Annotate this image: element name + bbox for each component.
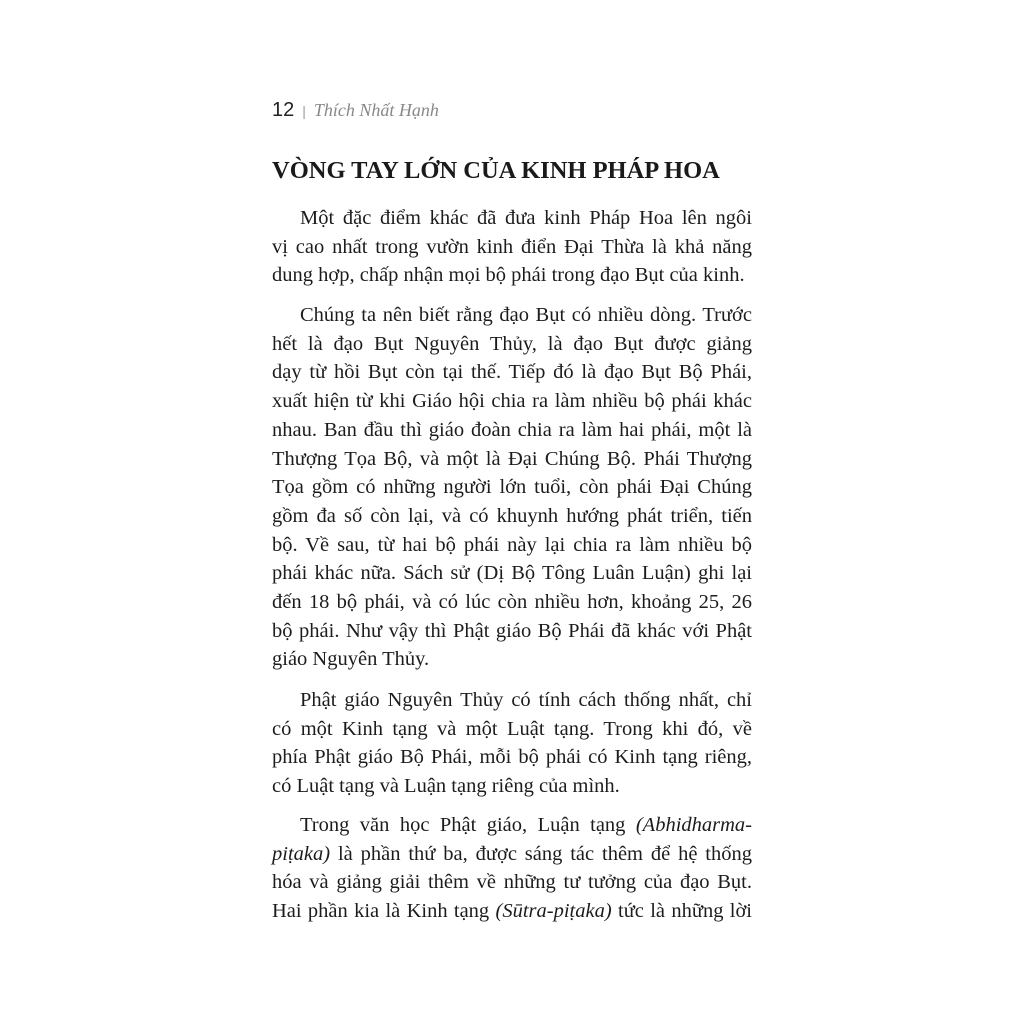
text-span: hóa và giảng giải thêm về những tư tưởng của đạo Bụt. bbox=[272, 871, 752, 894]
chapter-title: VÒNG TAY LỚN CỦA KINH PHÁP HOA bbox=[272, 157, 720, 184]
text-span: bộ. Về sau, từ hai bộ phái này lại chia ra làm nhiều bộ bbox=[272, 533, 752, 556]
paragraph-line bbox=[272, 618, 752, 644]
text-span: dạy từ hồi Bụt còn tại thế. Tiếp đó là đạo Bụt Bộ Phái, bbox=[272, 361, 752, 384]
page-number: 12 bbox=[272, 99, 295, 121]
author-name: Thích Nhất Hạnh bbox=[313, 100, 439, 120]
text-span: Thượng Tọa Bộ, và một là Đại Chúng Bộ. Phái Thượng bbox=[272, 447, 752, 470]
paragraph-line bbox=[272, 773, 752, 799]
paragraph-line bbox=[272, 646, 752, 672]
paragraph-line bbox=[272, 446, 752, 472]
text-span: Hai phần kia là Kinh tạng bbox=[272, 900, 496, 923]
text-span: là phần thứ ba, được sáng tác thêm để hệ thống bbox=[330, 842, 752, 865]
paragraph-line bbox=[272, 331, 752, 357]
text-span: Trong văn học Phật giáo, Luận tạng bbox=[300, 814, 636, 836]
text-span: vị cao nhất trong vườn kinh điển Đại Thừa là khả năng bbox=[272, 235, 752, 258]
paragraph-line bbox=[272, 560, 752, 586]
text-span: phía Phật giáo Bộ Phái, mỗi bộ phái có Kinh tạng riêng, bbox=[272, 746, 752, 769]
text-span: phái khác nữa. Sách sử (Dị Bộ Tông Luân Luận) ghi lại bbox=[272, 562, 752, 585]
text-span: Tọa gồm có những người lớn tuổi, còn phái Đại Chúng bbox=[272, 476, 752, 499]
paragraph-line bbox=[272, 417, 752, 443]
text-span: đến 18 bộ phái, và có lúc còn nhiều hơn, khoảng 25, 26 bbox=[272, 591, 752, 613]
text-span: tức là những lời bbox=[611, 900, 752, 923]
paragraph-line bbox=[300, 205, 752, 231]
paragraph-line bbox=[272, 262, 752, 288]
paragraph-line bbox=[272, 744, 752, 770]
paragraph-line bbox=[272, 841, 752, 867]
text-span: Một đặc điểm khác đã đưa kinh Pháp Hoa lên ngôi bbox=[300, 207, 752, 229]
italic-term: piṭaka) bbox=[272, 842, 331, 865]
paragraph-line bbox=[272, 474, 752, 500]
italic-term: (Abhidharma- bbox=[635, 814, 752, 836]
text-span: Chúng ta nên biết rằng đạo Bụt có nhiều dòng. Trước bbox=[300, 304, 752, 326]
text-span: xuất hiện từ khi Giáo hội chia ra làm nhiều bộ phái khác bbox=[272, 390, 752, 413]
text-span: gồm đa số còn lại, và có khuynh hướng phát triển, tiến bbox=[272, 504, 752, 527]
text-span: dung hợp, chấp nhận mọi bộ phái trong đạo Bụt của kinh. bbox=[272, 264, 745, 287]
paragraph-line bbox=[300, 687, 752, 713]
text-span: có một Kinh tạng và một Luật tạng. Trong khi đó, về bbox=[272, 717, 752, 740]
text-span: Phật giáo Nguyên Thủy có tính cách thống nhất, chỉ bbox=[300, 689, 752, 711]
paragraph-line bbox=[272, 388, 752, 414]
header-separator: | bbox=[302, 103, 306, 119]
paragraph-line bbox=[272, 869, 752, 895]
paragraph-line bbox=[300, 812, 752, 838]
text-span: hết là đạo Bụt Nguyên Thủy, là đạo Bụt được giảng bbox=[272, 332, 752, 355]
paragraph-line bbox=[272, 503, 752, 529]
text-span: có Luật tạng và Luận tạng riêng của mình. bbox=[272, 775, 620, 798]
text-span: nhau. Ban đầu thì giáo đoàn chia ra làm hai phái, một là bbox=[272, 418, 752, 441]
paragraph-line bbox=[300, 302, 752, 328]
paragraph-line bbox=[272, 234, 752, 260]
paragraph-line bbox=[272, 532, 752, 558]
paragraph-line bbox=[272, 359, 752, 385]
paragraph-line bbox=[272, 898, 752, 924]
text-span: bộ phái. Như vậy thì Phật giáo Bộ Phái đã khác với Phật bbox=[272, 619, 752, 642]
paragraph-line bbox=[272, 716, 752, 742]
text-span: giáo Nguyên Thủy. bbox=[272, 648, 430, 671]
italic-term: (Sūtra-piṭaka) bbox=[495, 900, 612, 923]
paragraph-line bbox=[272, 589, 752, 615]
running-header bbox=[272, 99, 439, 122]
